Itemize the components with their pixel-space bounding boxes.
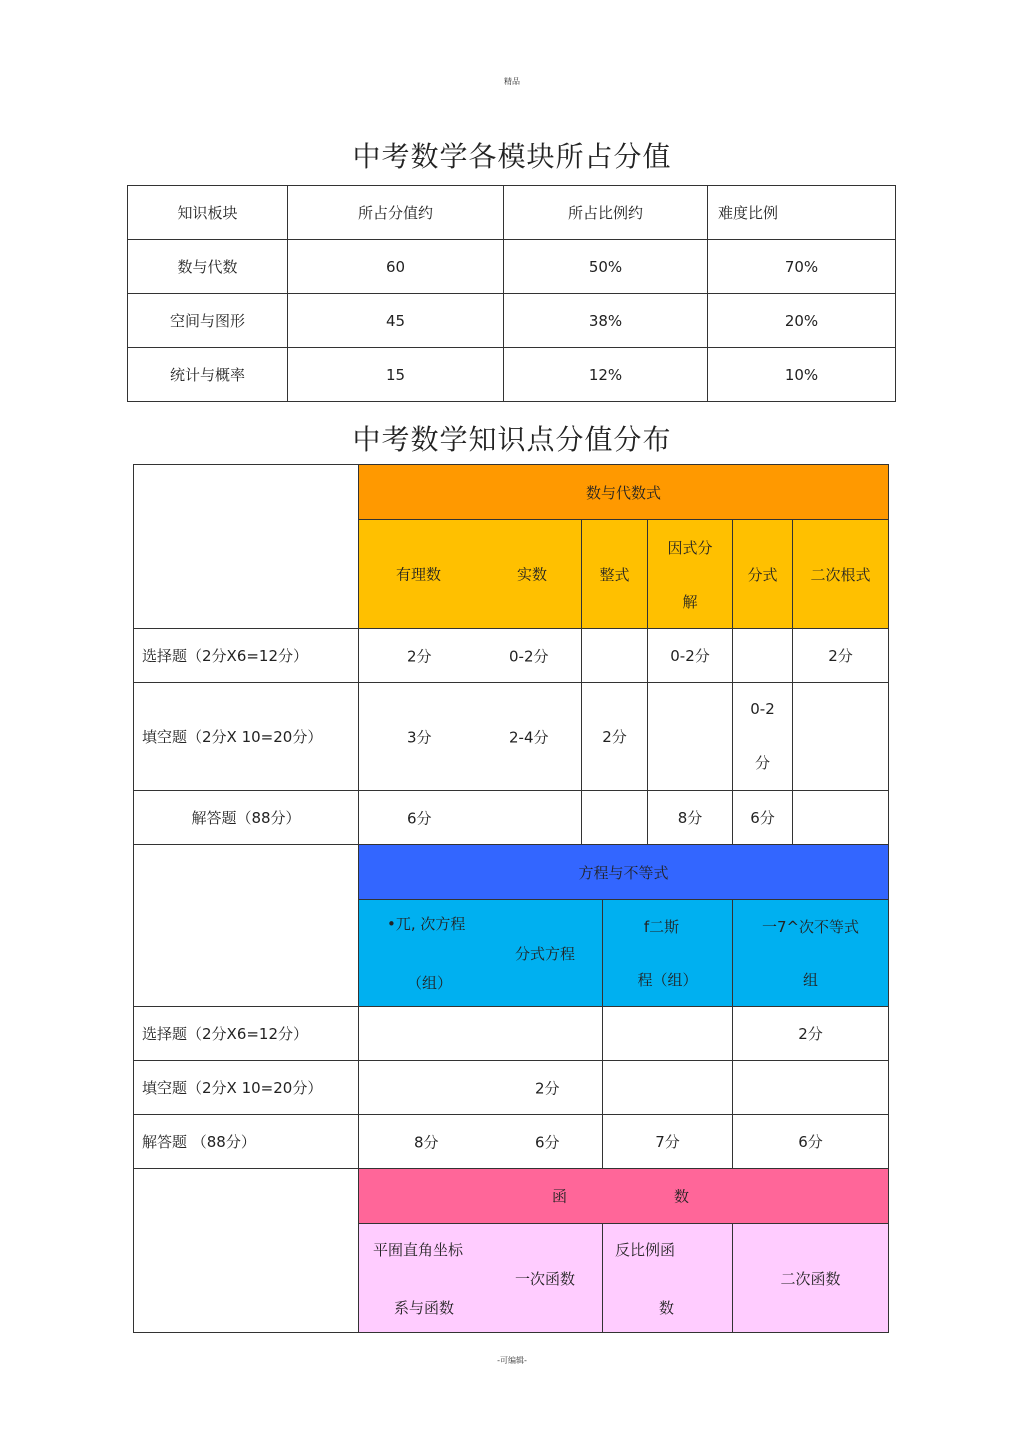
row-label: 填空题（2分X 10=20分） [134,1061,359,1115]
score-line1: 0-2 [750,700,775,718]
section-title-part2: 数 [674,1187,690,1206]
score-cell-pair [359,1115,603,1169]
topic-linear-equation: •兀, 次方程 [387,915,466,933]
topic-real: 实数 [517,565,548,584]
score-cell: 8分 [414,1133,439,1151]
topic-fraction-equation: 分式方程 [515,945,576,963]
score-cell: 6分 [407,809,432,827]
row-label: 解答题 （88分） [134,1115,359,1169]
ratio-value: 50% [504,240,708,294]
section-header-row [134,1169,889,1224]
score-cell: 3分 [407,728,432,746]
table-row [134,629,889,683]
score-cell [648,683,733,791]
score-cell: 7分 [603,1115,733,1169]
module-name: 统计与概率 [128,348,288,402]
score-cell: 2-4分 [509,728,549,746]
row-label: 选择题（2分X6=12分） [134,1007,359,1061]
score-cell [793,791,889,845]
score-cell: 8分 [648,791,733,845]
ratio-value: 12% [504,348,708,402]
difficulty-value: 10% [708,348,896,402]
section-header-row [134,845,889,900]
score-value: 60 [288,240,504,294]
topic-group: （组） [407,974,453,992]
topic-factorization-line2: 解 [682,592,698,611]
blank-cell [134,845,359,1007]
topic-linear-fraction-equation [359,900,603,1007]
row-label: 填空题（2分X 10=20分） [134,683,359,791]
score-cell [793,683,889,791]
topic-coordinate-linear [359,1224,603,1333]
table-row [128,348,896,402]
topic-factorization-line1: 因式分 [667,538,713,557]
score-cell: 2分 [582,683,648,791]
score-cell-pair [359,1007,603,1061]
table-row [134,791,889,845]
score-cell [733,683,793,791]
ratio-value: 38% [504,294,708,348]
score-cell: 0-2分 [648,629,733,683]
section-header-row [134,465,889,520]
score-cell: 0-2分 [509,647,549,665]
topic-rational-real [359,520,582,629]
topic-quadratic-line1: f二斯 [643,918,680,936]
topic-quadratic-line2: 程（组） [637,971,698,989]
score-cell-pair [359,629,582,683]
score-cell: 6分 [535,1133,560,1151]
score-cell: 6分 [733,1115,889,1169]
score-value: 15 [288,348,504,402]
score-cell [733,1061,889,1115]
table2-title: 中考数学知识点分值分布 [352,423,672,456]
section-title-number-algebra: 数与代数式 [359,465,889,520]
blank-cell [134,465,359,629]
blank-cell [134,1169,359,1333]
row-label: 解答题（88分） [134,791,359,845]
header-cell: 难度比例 [708,186,896,240]
difficulty-value: 70% [708,240,896,294]
difficulty-value: 20% [708,294,896,348]
section-title-part1: 函 [552,1187,568,1206]
score-cell [603,1007,733,1061]
topic-inequality-line2: 组 [802,971,818,989]
table-header-row [128,186,896,240]
module-name: 数与代数 [128,240,288,294]
topic-quadratic-function: 二次函数 [733,1224,889,1333]
topic-inverse-function [603,1224,733,1333]
header-cell: 所占分值约 [288,186,504,240]
topic-coordinate-line1: 平囿直角坐标 [373,1241,464,1259]
topic-inverse-line1: 反比例函 [615,1241,676,1259]
score-cell-pair [359,683,582,791]
score-cell: 6分 [733,791,793,845]
table-row [134,683,889,791]
table-row [128,240,896,294]
header-mark: 精品 [504,77,520,86]
section-title-functions [359,1169,889,1224]
topic-linear-function: 一次函数 [515,1270,576,1288]
score-cell: 2分 [733,1007,889,1061]
topic-radical: 二次根式 [793,520,889,629]
topic-factorization [648,520,733,629]
row-label: 选择题（2分X6=12分） [134,629,359,683]
topic-fraction: 分式 [733,520,793,629]
score-cell: 2分 [535,1079,560,1097]
table1-title: 中考数学各模块所占分值 [352,140,672,173]
table-row [134,1061,889,1115]
topic-inequality-line1: 一7^次不等式 [761,918,860,936]
score-cell-pair [359,791,582,845]
score-module-table [127,185,896,402]
score-cell [582,629,648,683]
table-row [134,1007,889,1061]
topic-rational: 有理数 [396,565,442,584]
score-cell: 2分 [793,629,889,683]
score-cell [582,791,648,845]
topic-polynomial: 整式 [582,520,648,629]
score-line2: 分 [754,754,770,772]
score-value: 45 [288,294,504,348]
module-name: 空间与图形 [128,294,288,348]
topic-inequality [733,900,889,1007]
section-title-equations: 方程与不等式 [359,845,889,900]
knowledge-score-table [133,464,889,1333]
score-cell [603,1061,733,1115]
table-row [134,1115,889,1169]
header-cell: 所占比例约 [504,186,708,240]
topic-inverse-line2: 数 [659,1299,675,1317]
table-row [128,294,896,348]
header-cell: 知识板块 [128,186,288,240]
score-cell [733,629,793,683]
score-cell: 2分 [407,647,432,665]
topic-coordinate-line2: 系与函数 [394,1299,455,1317]
footer-mark: -可编辑- [497,1356,527,1365]
topic-quadratic-equation [603,900,733,1007]
score-cell-pair [359,1061,603,1115]
